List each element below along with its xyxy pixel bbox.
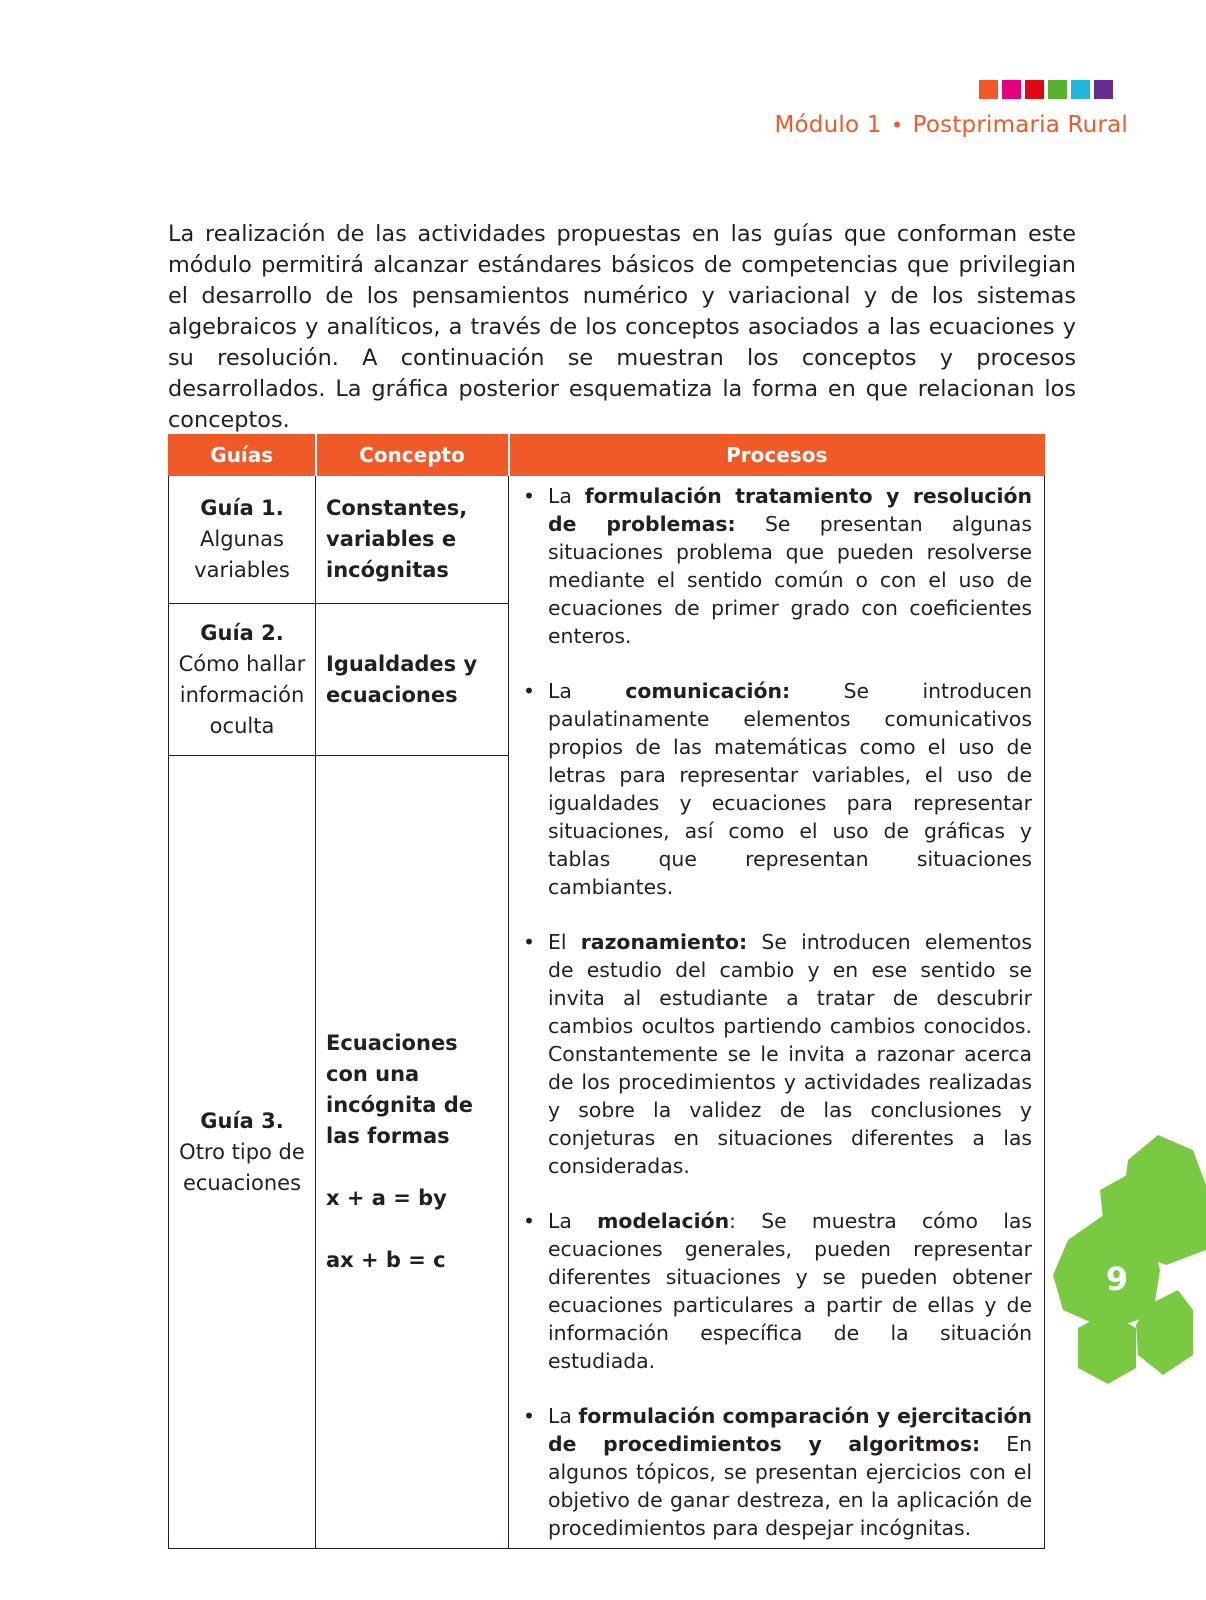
guia-title: Cómo hallar información oculta (178, 651, 306, 738)
header-procesos: Procesos (509, 435, 1045, 476)
item-term: formulación comparación y ejercitación de procedimientos y algoritmos: (548, 1404, 1032, 1456)
intro-paragraph: La realización de las actividades propuestas en las guías que conforman este módulo permitirá alcanzar estándares básicos de competencias que privilegian el desarrollo de los pensamientos numérico y variacional y de los sistemas algebraicos y analíticos, a través de los conceptos asociados a las ecuaciones y su resolución. A continuación se muestran los conceptos y procesos desarrollados. La gráfica posterior esquematiza la forma en que relacionan los conceptos. (168, 221, 1076, 433)
item-prefix: La (548, 484, 585, 508)
swatch-purple (1094, 80, 1113, 99)
item-text: Se introducen paulatinamente elementos comunicativos propios de las matemáticas como el uso de letras para representar variables, el uso de igualdades y ecuaciones para representar situaciones, así como el uso de gráficas y tablas que representan situaciones cambiantes. (548, 679, 1032, 899)
concepto-cell (316, 756, 509, 1549)
swatch-cyan (1071, 80, 1090, 99)
guia-number: Guía 2. (200, 620, 284, 645)
guia-title: Algunas variables (194, 527, 290, 582)
item-term: modelación (597, 1209, 730, 1233)
guia-cell (169, 476, 316, 604)
procesos-list (523, 482, 1032, 1542)
guia-number: Guía 1. (200, 496, 284, 520)
page-number: 9 (1105, 1260, 1129, 1298)
list-item (523, 928, 1032, 1180)
table-row (169, 476, 1045, 604)
item-prefix: La (548, 1404, 579, 1428)
formula-1: x + a = by (326, 1186, 447, 1210)
concepto-cell: Constantes, variables e incógnitas (316, 476, 509, 604)
item-prefix: El (548, 930, 581, 954)
item-prefix: La (548, 1209, 598, 1233)
formula-2: ax + b = c (326, 1248, 446, 1272)
item-term: razonamiento: (580, 930, 748, 954)
guia-title: Otro tipo de ecuaciones (179, 1139, 305, 1195)
guides-table (168, 434, 1045, 1549)
list-item (523, 482, 1032, 650)
concepto-cell: Igualdades y ecuaciones (316, 604, 509, 756)
item-text: Se presentan algunas situaciones problema que pueden resolverse mediante el sentido común o con el uso de ecuaciones de primer grado con coeficientes enteros. (548, 512, 1032, 648)
item-prefix: La (548, 679, 626, 703)
guia-cell (169, 756, 316, 1549)
item-text: : Se muestra cómo las ecuaciones generales, pueden representar diferentes situaciones y se pueden obtener ecuaciones particulares a partir de ellas y de información específica de la situación estudiada. (548, 1209, 1032, 1373)
table-header-row (169, 435, 1045, 476)
swatch-magenta (1002, 80, 1021, 99)
header-guias: Guías (169, 435, 316, 476)
header-concepto: Concepto (316, 435, 509, 476)
module-label: Módulo 1 (774, 112, 882, 138)
concepto-text: Ecuaciones con una incógnita de las formas (326, 1031, 473, 1148)
guia-cell (169, 604, 316, 756)
swatch-red (1025, 80, 1044, 99)
guia-number: Guía 3. (200, 1108, 284, 1133)
swatch-green (1048, 80, 1067, 99)
list-item (523, 1402, 1032, 1542)
list-item (523, 677, 1032, 901)
item-term: comunicación: (625, 679, 791, 703)
program-label: Postprimaria Rural (912, 112, 1128, 138)
swatch-orange (979, 80, 998, 99)
procesos-cell (509, 476, 1045, 1549)
item-text: En algunos tópicos, se presentan ejercicios con el objetivo de ganar destreza, en la aplicación de procedimientos para despejar incógnitas. (548, 1432, 1033, 1540)
item-term: formulación tratamiento y resolución de problemas: (548, 484, 1033, 536)
title-separator: • (891, 113, 904, 137)
list-item (523, 1207, 1032, 1375)
module-title (774, 112, 1128, 138)
item-text: Se introducen elementos de estudio del cambio y en ese sentido se invita al estudiante a tratar de descubrir cambios ocultos partiendo cambios conocidos. Constantemente se le invita a razonar acerca de los procedimientos y actividades realizadas y sobre la validez de las conclusiones y conjeturas en situaciones diferentes a las consideradas. (548, 930, 1033, 1178)
color-swatches (979, 80, 1113, 99)
